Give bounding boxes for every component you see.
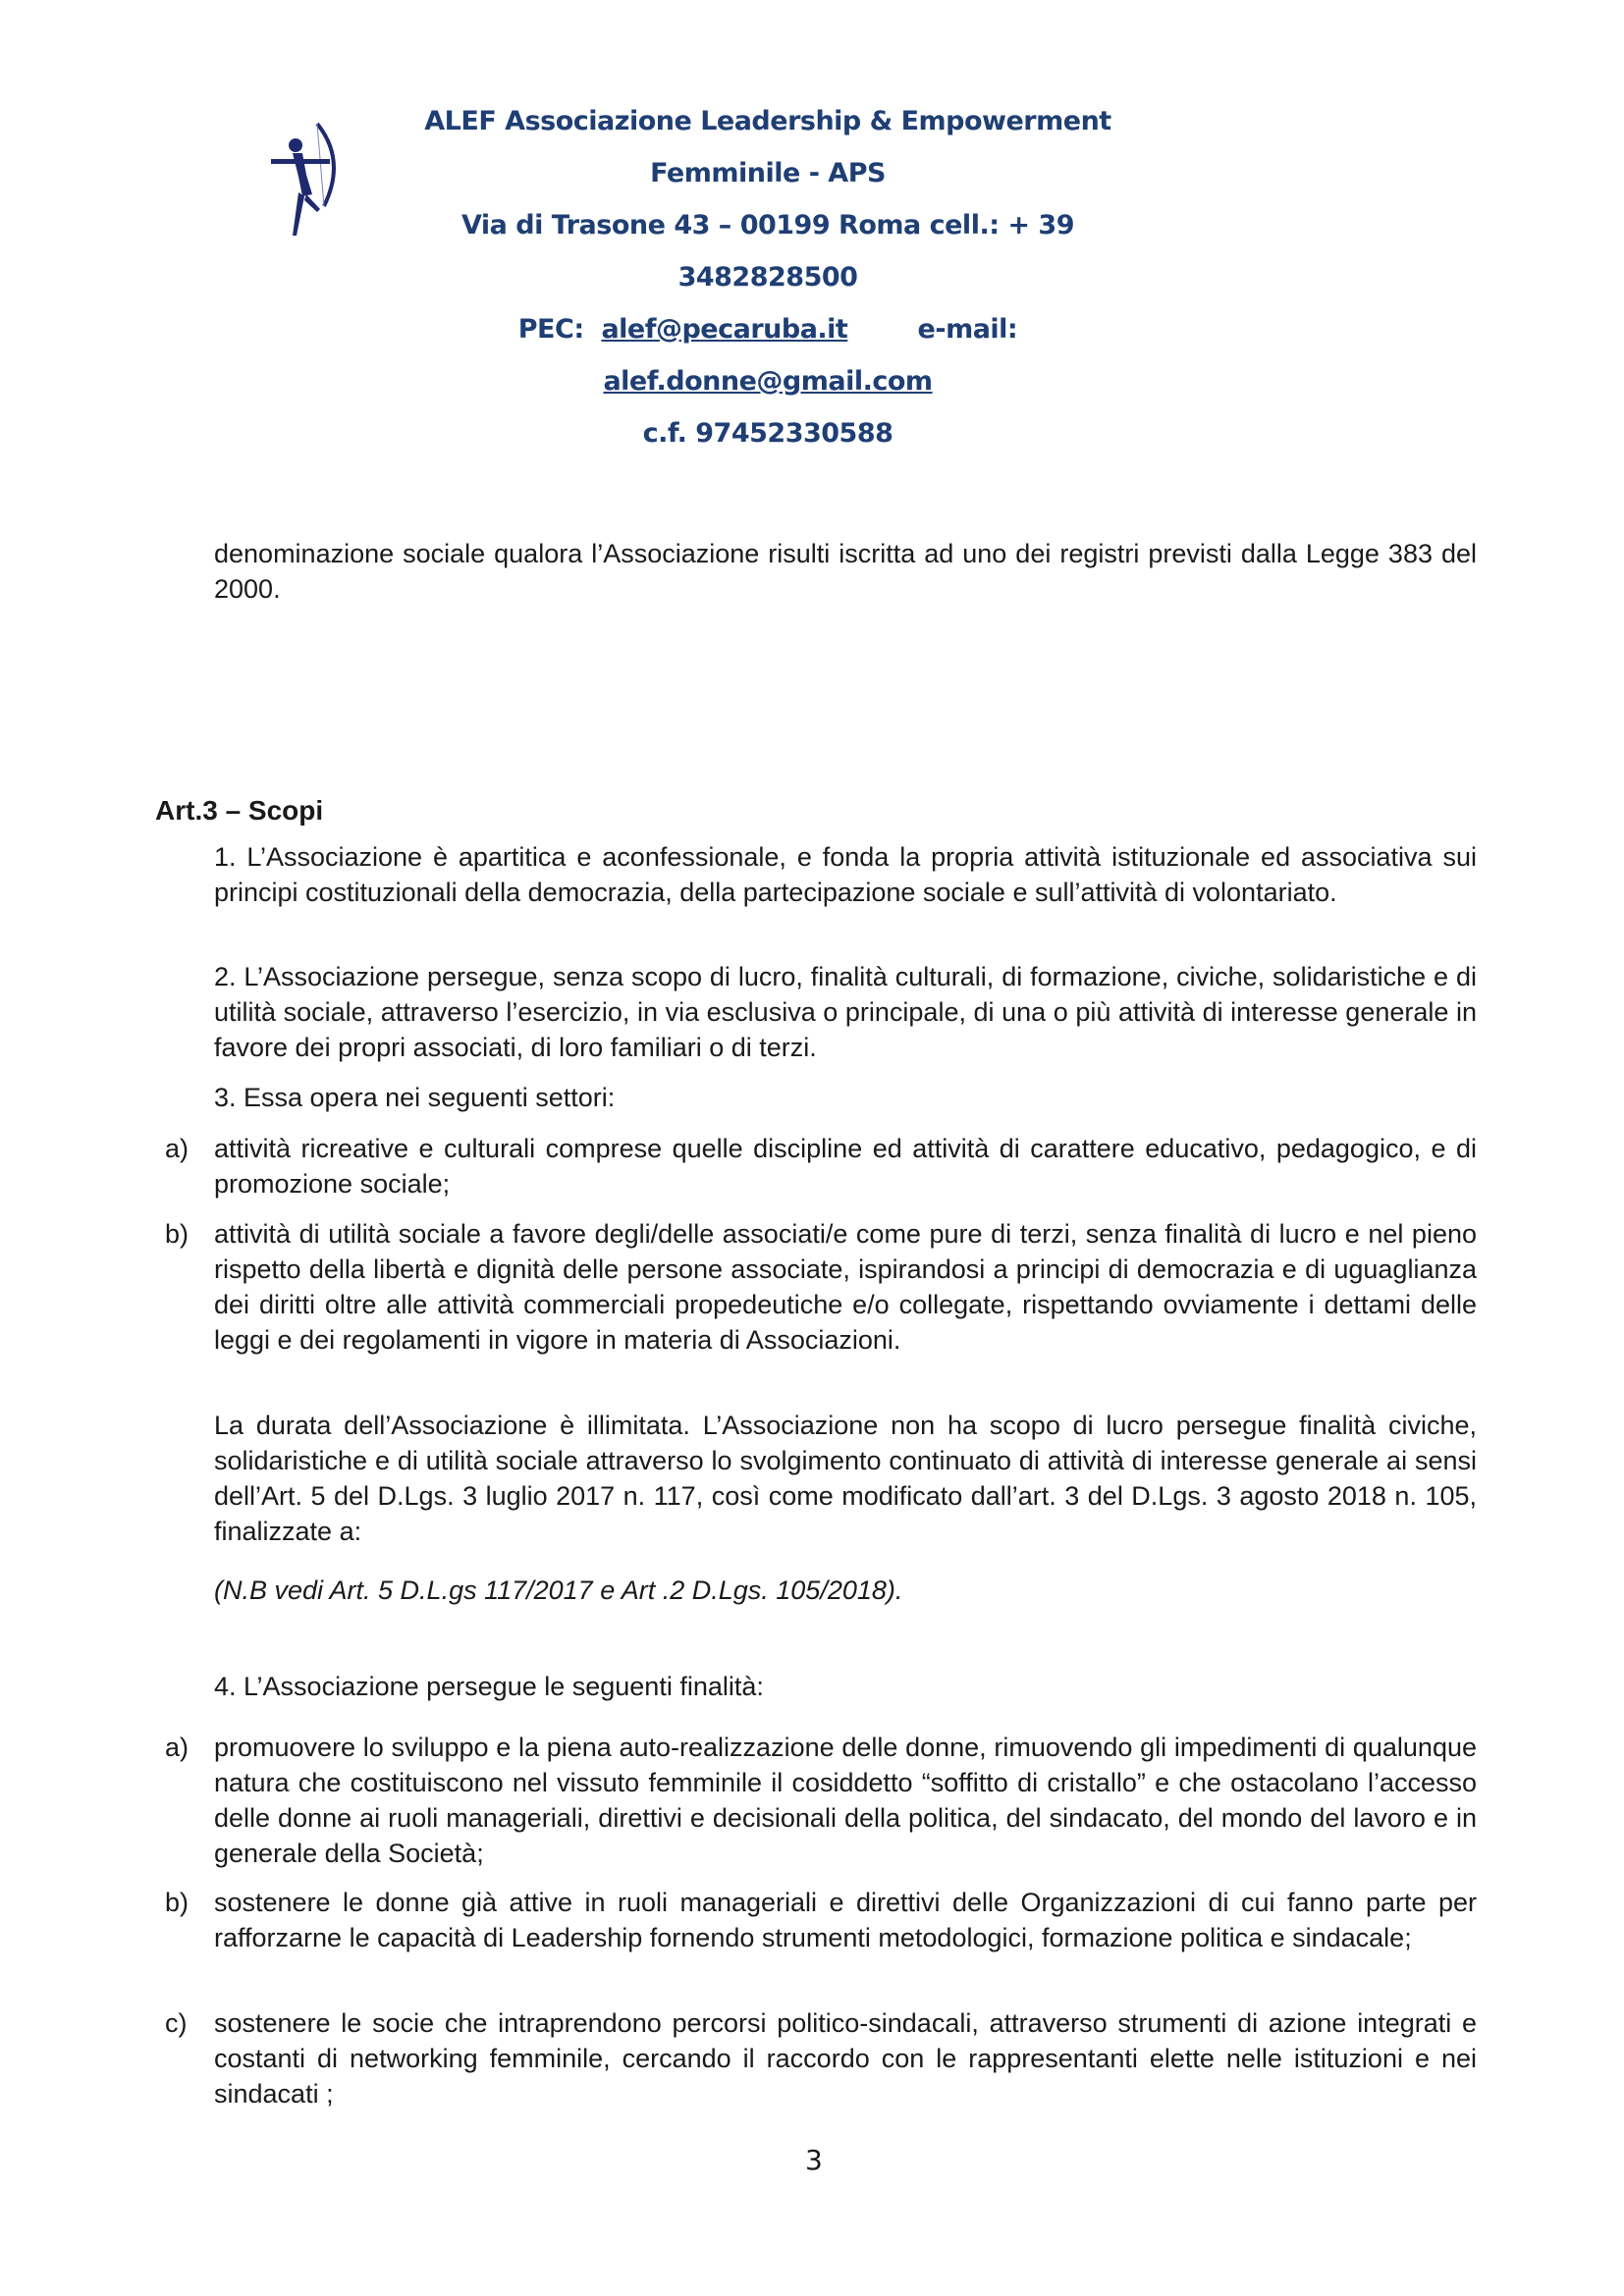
email-label: e-mail: [917,314,1018,345]
legal-note: (N.B vedi Art. 5 D.L.gs 117/2017 e Art .2 D.Lgs. 105/2018). [214,1575,903,1605]
paragraph-2: 2. L’Associazione persegue, senza scopo di lucro, finalità culturali, di formazione, civiche, solidaristiche e di utilità sociale, attraverso l’esercizio, in via esclusiva o principale, di una o più attività di interesse generale in favore dei propri associati, di loro familiari o di terzi. [214,962,1477,1062]
org-phone: 3482828500 [677,262,858,293]
aim-b-label: b) [165,1888,189,1917]
aim-a-text: promuovere lo sviluppo e la piena auto-realizzazione delle donne, rimuovendo gli impedimenti di qualunque natura che costituiscono nel vissuto femminile il cosiddetto “soffitto di cristallo” e che ostacolano l’accesso delle donne ai ruoli manageriali, direttivi e decisionali della politica, del sindacato, del mondo del lavoro e in generale della Società; [214,1733,1477,1868]
aim-a-label: a) [165,1733,189,1762]
page-number: 3 [805,2144,823,2176]
pec-email-link[interactable]: alef@pecaruba.it [601,314,848,345]
sector-a-text: attività ricreative e culturali comprese quelle discipline ed attività di carattere educativo, pedagogico, e di promozione sociale; [214,1134,1477,1199]
org-address: Via di Trasone 43 – 00199 Roma cell.: + 39 [461,210,1074,240]
org-name-line1: ALEF Associazione Leadership & Empowerment [424,106,1111,136]
paragraph-3: 3. Essa opera nei seguenti settori: [214,1083,616,1112]
pec-label: PEC: [517,314,584,345]
aim-c-text: sostenere le socie che intraprendono percorsi politico-sindacali, attraverso strumenti di azione integrati e costanti di networking femminile, cercando il raccordo con le rappresentanti elette nelle istituzioni e nei sindacati ; [214,2008,1477,2109]
article-title: Art.3 – Scopi [155,795,324,826]
paragraph-4: 4. L’Associazione persegue le seguenti finalità: [214,1672,764,1701]
sector-b-label: b) [165,1219,189,1249]
sector-b-text: attività di utilità sociale a favore degli/delle associati/e come pure di terzi, senza finalità di lucro e nel pieno rispetto della libertà e dignità delle persone associate, ispirandosi a principi di democrazia e di uguaglianza dei diritti oltre alle attività commerciali propedeutiche e/o collegate, rispettando ovviamente i dettami delle leggi e dei regolamenti in vigore in materia di Associazioni. [214,1219,1477,1355]
aim-b-text: sostenere le donne già attive in ruoli manageriali e direttivi delle Organizzazioni di cui fanno parte per rafforzarne le capacità di Leadership fornendo strumenti metodologici, formazione politica e sindacale; [214,1888,1477,1952]
org-contacts [373,314,1163,345]
org-name-line2: Femminile - APS [650,158,886,188]
fiscal-code: c.f. 97452330588 [642,418,893,449]
intro-paragraph: denominazione sociale qualora l’Associazione risulti iscritta ad uno dei registri previsti dalla Legge 383 del 2000. [214,539,1477,604]
email-link[interactable]: alef.donne@gmail.com [603,366,933,397]
archer-logo [263,116,352,239]
sector-a-label: a) [165,1134,189,1163]
duration-paragraph: La durata dell’Associazione è illimitata. L’Associazione non ha scopo di lucro persegue finalità civiche, solidaristiche e di utilità sociale attraverso lo svolgimento continuato di attività di interesse generale ai sensi dell’Art. 5 del D.Lgs. 3 luglio 2017 n. 117, così come modificato dall’art. 3 del D.Lgs. 3 agosto 2018 n. 105, finalizzate a: [214,1411,1477,1546]
aim-c-label: c) [165,2008,188,2038]
paragraph-1: 1. L’Associazione è apartitica e aconfessionale, e fonda la propria attività istituzionale ed associativa sui principi costituzionali della democrazia, della partecipazione sociale e sull’attività di volontariato. [214,842,1477,907]
